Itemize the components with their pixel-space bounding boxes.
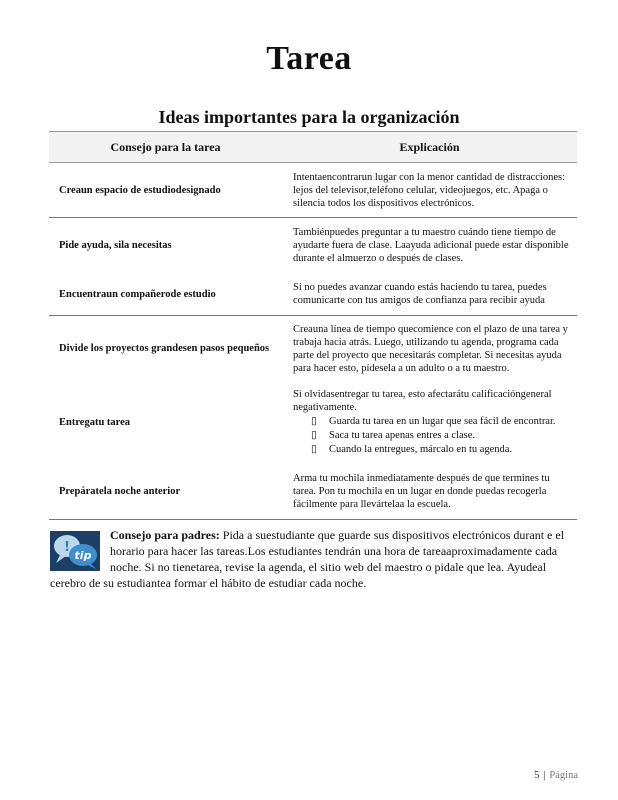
page-title: Tarea [266, 40, 352, 77]
bullet-icon: ▯ [311, 430, 317, 441]
list-item: ▯ Cuando la entregues, márcalo en tu agenda. [311, 444, 513, 455]
explanation-text: Si olvidasentregar tu tarea, esto afectarátu calificacióngeneral negativamente. [293, 389, 552, 413]
explanation-cell: Intentaencontrarun lugar con la menor cantidad de distracciones: lejos del televisor,teléfono celular, videojuegos, etc. Apaga o silencia todos los dispositivos electrónicos. [282, 163, 577, 218]
parent-tip-label: Consejo para padres: [110, 528, 220, 542]
table-row [49, 382, 577, 464]
page-label: Página [549, 770, 578, 781]
tip-cell: Pide ayuda, sila necesitas [59, 240, 172, 252]
column-header-tip: Consejo para la tarea [49, 132, 282, 163]
table-header-row [49, 132, 577, 163]
tip-speech-bubble-icon [50, 531, 100, 571]
bullet-list [311, 415, 573, 456]
svg-text:!: ! [64, 540, 70, 555]
explanation-cell [282, 382, 577, 464]
table-row [49, 218, 577, 274]
tip-cell: Encuentraun compañerode estudio [49, 274, 282, 316]
bullet-icon: ▯ [311, 416, 317, 427]
table-row [49, 316, 577, 382]
column-header-explanation: Explicación [282, 132, 577, 163]
tips-table [49, 131, 577, 520]
tip-cell: Creaun espacio de estudiodesignado [49, 163, 282, 218]
explanation-cell: Creauna línea de tiempo quecomience con el plazo de una tarea y trabaja hacia atrás. Luego, utilizando tu agenda, programa cada parte del proyecto que necesitarás completar. Si necesitas ayuda para hacer esto, pídesela a un adulto o a tu maestro. [293, 323, 568, 374]
table-row [49, 464, 577, 520]
section-subtitle: Ideas importantes para la organización [158, 107, 460, 127]
list-item: ▯ Saca tu tarea apenas entres a clase. [311, 430, 476, 441]
list-item: ▯ Guarda tu tarea en un lugar que sea fácil de encontrar. [311, 416, 556, 427]
page-footer [534, 770, 578, 781]
explanation-cell: Si no puedes avanzar cuando estás haciendo tu tarea, puedes comunicarte con tus amigos de confianza para recibir ayuda [282, 274, 577, 316]
footer-separator: | [543, 770, 546, 781]
page-number: 5 [534, 770, 540, 781]
parent-tip [50, 527, 580, 591]
bullet-icon: ▯ [311, 444, 317, 455]
tip-cell: Prepáratela noche anterior [49, 464, 282, 520]
table-row [49, 274, 577, 316]
explanation-cell: Arma tu mochila inmediatamente después de que termines tu tarea. Pon tu mochila en un lugar en donde puedas recogerla fácilmente para llevártelaa la escuela. [282, 464, 577, 520]
tip-cell: Divide los proyectos grandesen pasos pequeños [59, 343, 270, 355]
explanation-cell: Tambiénpuedes preguntar a tu maestro cuándo tiene tiempo de ayudarte fuera de clase. Laayuda adicional puede estar disponible durante el almuerzo o después de clases. [293, 227, 569, 265]
parent-tip-text: Pida a suestudiante que guarde sus dispositivos electrónicos durant e el horario para hacer las tareas.Los estudiantes tendrán una hora de tareaaproximadamente cada noche. Si no tienetarea, revise la agenda, el sitio web del maestro o pidale que lea. Ayudeal cerebro de su estudiantea formar el hábito de estudiar cada noche. [50, 528, 565, 590]
tip-icon-text: tip [74, 549, 92, 562]
tip-cell: Entregatu tarea [59, 417, 131, 428]
table-row [49, 163, 577, 218]
